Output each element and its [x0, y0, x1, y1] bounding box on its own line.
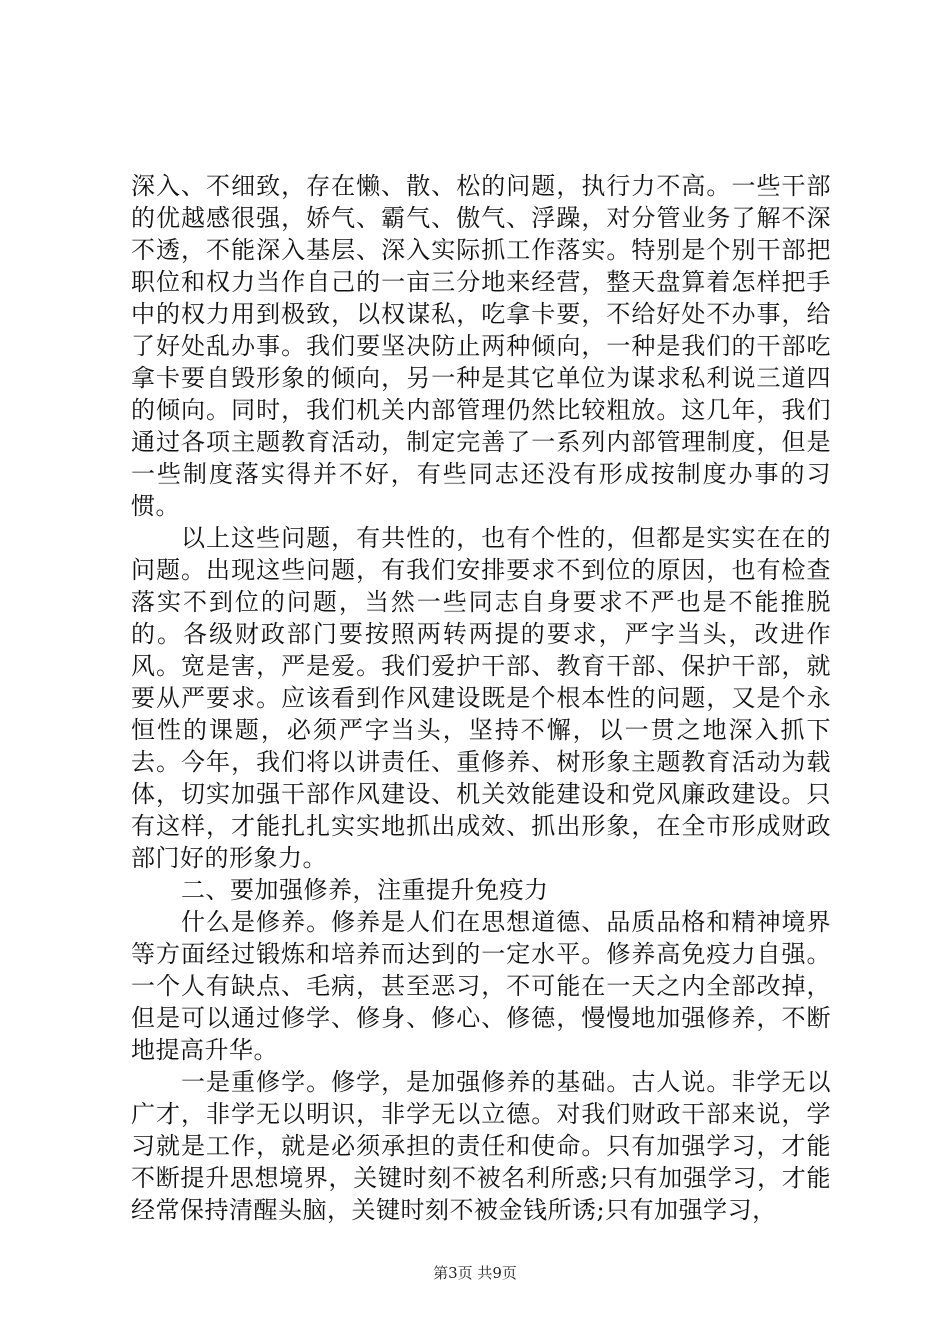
- page-number-footer: 第3页 共9页: [433, 1264, 517, 1282]
- section-heading: 二、要加强修养，注重提升免疫力: [181, 876, 549, 904]
- paragraph-continuation: 深入、不细致，存在懒、散、松的问题，执行力不高。一些干部的优越感很强，娇气、霸气、傲气、浮躁，对分管业务了解不深不透，不能深入基层、深入实际抓工作落实。特别是个别干部把职位和权力当作自己的一亩三分地来经营，整天盘算着怎样把手中的权力用到极致，以权谋私，吃拿卡要，不给好处不办事，给了好处乱办事。我们要坚决防止两种倾向，一种是我们的干部吃拿卡要自毁形象的倾向，另一种是其它单位为谋求私利说三道四的倾向。同时，我们机关内部管理仍然比较粗放。这几年，我们通过各项主题教育活动，制定完善了一系列内部管理制度，但是一些制度落实得并不好，有些同志还没有形成按制度办事的习惯。: [131, 172, 831, 520]
- paragraph-problems: 以上这些问题，有共性的，也有个性的，但都是实实在在的问题。出现这些问题，有我们安排要求不到位的原因，也有检查落实不到位的问题，当然一些同志自身要求不严也是不能推脱的。各级财政部门要按照两转两提的要求，严字当头，改进作风。宽是害，严是爱。我们爱护干部、教育干部、保护干部，就要从严要求。应该看到作风建设既是个根本性的问题，又是个永恒性的课题，必须严字当头，坚持不懈，以一贯之地深入抓下去。今年，我们将以讲责任、重修养、树形象主题教育活动为载体，切实加强干部作风建设、机关效能建设和党风廉政建设。只有这样，才能扎扎实实地抓出成效、抓出形象，在全市形成财政部门好的形象力。: [131, 524, 831, 872]
- document-body: [131, 170, 831, 1226]
- paragraph-study: 一是重修学。修学，是加强修养的基础。古人说。非学无以广才，非学无以明识，非学无以立德。对我们财政干部来说，学习就是工作，就是必须承担的责任和使命。只有加强学习，才能不断提升思想境界，关键时刻不被名利所惑;只有加强学习，才能经常保持清醒头脑，关键时刻不被金钱所诱;只有加强学习，: [131, 1068, 831, 1224]
- paragraph-cultivation: 什么是修养。修养是人们在思想道德、品质品格和精神境界等方面经过锻炼和培养而达到的一定水平。修养高免疫力自强。一个人有缺点、毛病，甚至恶习，不可能在一天之内全部改掉，但是可以通过修学、修身、修心、修德，慢慢地加强修养，不断地提高升华。: [131, 908, 831, 1064]
